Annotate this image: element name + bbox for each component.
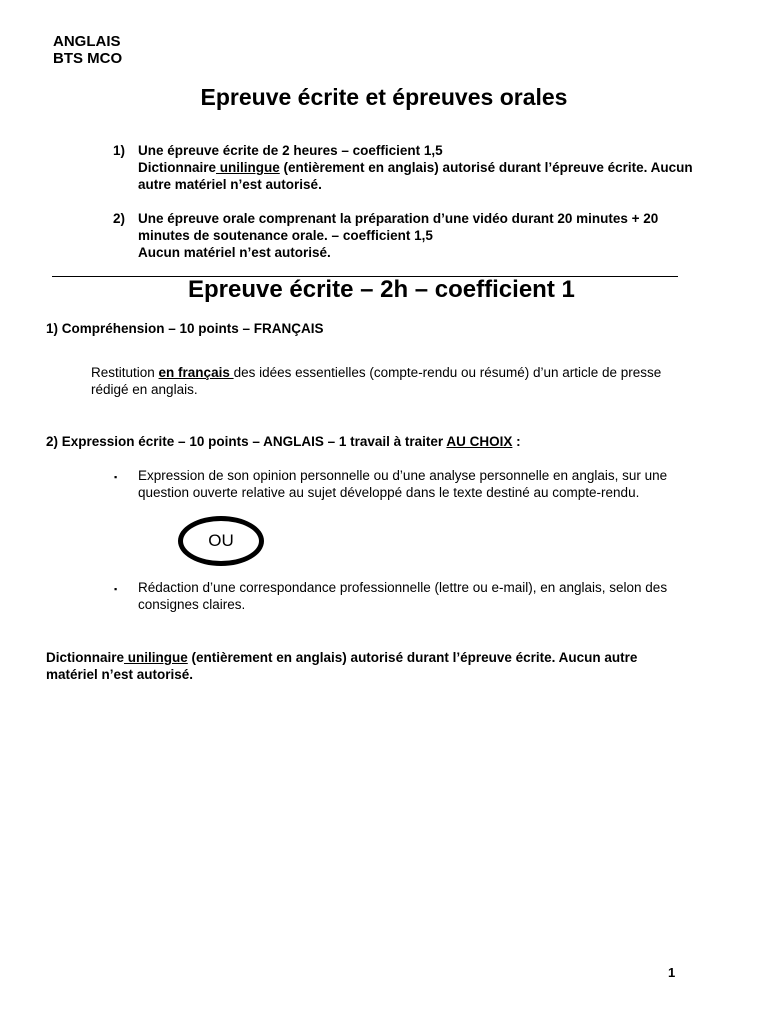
heading-text: : bbox=[512, 434, 521, 449]
section-expression-heading bbox=[46, 434, 521, 449]
unilingue-underlined: unilingue bbox=[124, 650, 188, 665]
header-course: BTS MCO bbox=[53, 50, 123, 67]
header-subject: ANGLAIS bbox=[53, 33, 121, 50]
or-label: OU bbox=[208, 531, 234, 550]
exam-item-oral bbox=[113, 210, 698, 261]
bullet-text: Expression de son opinion personnelle ou d’une analyse personnelle en anglais, sur une question ouverte relative au sujet développé dans le texte destiné au compte-rendu. bbox=[138, 468, 668, 500]
comprehension-paragraph bbox=[91, 364, 681, 398]
page-number: 1 bbox=[668, 965, 676, 980]
au-choix-underlined: AU CHOIX bbox=[446, 434, 513, 449]
note-text: Dictionnaire bbox=[138, 160, 217, 175]
exam-list bbox=[113, 142, 698, 278]
en-francais-emphasis: en français bbox=[158, 365, 234, 380]
section-comprehension-heading: 1) Compréhension – 10 points – FRANÇAIS bbox=[46, 321, 324, 336]
bullet-square-icon: ▪ bbox=[114, 584, 118, 594]
exam-description: Une épreuve orale comprenant la préparation d’une vidéo durant 20 minutes + 20 minutes de soutenance orale. – coefficient 1,5 bbox=[138, 211, 659, 243]
written-exam-title: Epreuve écrite – 2h – coefficient 1 bbox=[188, 276, 575, 303]
document-header bbox=[53, 33, 122, 67]
bullet-item-opinion bbox=[114, 467, 674, 501]
exam-number: 2) bbox=[113, 211, 126, 226]
para-text: Restitution bbox=[91, 365, 159, 380]
main-title: Epreuve écrite et épreuves orales bbox=[200, 84, 568, 110]
bullet-square-icon: ▪ bbox=[114, 472, 118, 482]
exam-material-note: Aucun matériel n’est autorisé. bbox=[138, 245, 331, 260]
heading-text: 2) Expression écrite – 10 points – ANGLAIS – 1 travail à traiter bbox=[46, 434, 447, 449]
exam-description: Une épreuve écrite de 2 heures – coefficient 1,5 bbox=[138, 143, 443, 158]
exam-item-written bbox=[113, 142, 698, 193]
final-dictionary-note bbox=[46, 649, 686, 683]
bullet-text: Rédaction d’une correspondance professionnelle (lettre ou e-mail), en anglais, selon des consignes claires. bbox=[138, 580, 668, 612]
exam-number: 1) bbox=[113, 143, 126, 158]
note-text: (entièrement en anglais) autorisé durant l’épreuve écrite. Aucun autre matériel n’est autorisé. bbox=[138, 160, 693, 192]
bullet-item-correspondence bbox=[114, 579, 674, 613]
para-text: des idées essentielles (compte-rendu ou résumé) d’un article de presse rédigé en anglais. bbox=[91, 365, 662, 397]
note-text: Dictionnaire bbox=[46, 650, 125, 665]
note-text: (entièrement en anglais) autorisé durant l’épreuve écrite. Aucun autre matériel n’est autorisé. bbox=[46, 650, 638, 682]
unilingue-underlined: unilingue bbox=[216, 160, 280, 175]
exam-dictionary-note bbox=[138, 159, 698, 193]
